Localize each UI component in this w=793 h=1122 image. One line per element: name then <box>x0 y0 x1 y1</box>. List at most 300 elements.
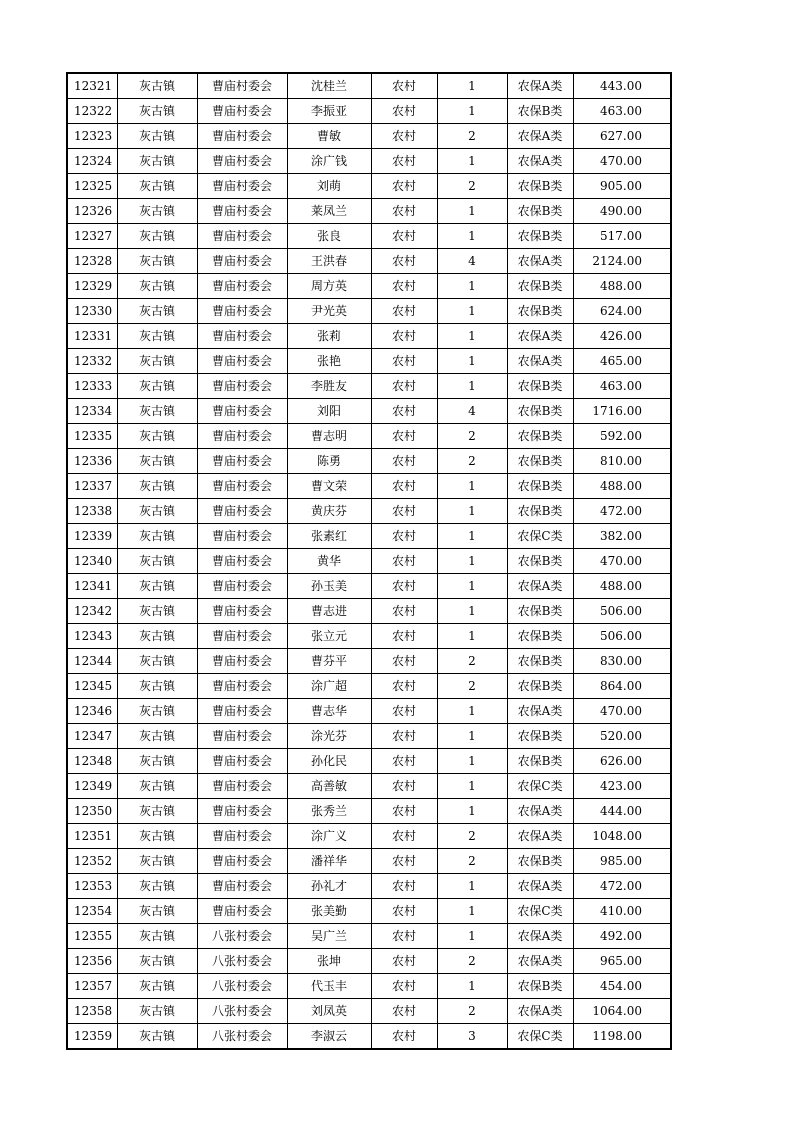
name-cell: 张良 <box>287 224 371 249</box>
record-id-cell: 12355 <box>67 924 117 949</box>
household-size-cell: 1 <box>437 924 507 949</box>
table-row <box>67 699 671 724</box>
village-committee-cell: 曹庙村委会 <box>197 849 287 874</box>
table-row <box>67 599 671 624</box>
household-size-cell: 1 <box>437 874 507 899</box>
household-size-cell: 1 <box>437 99 507 124</box>
category-cell: 农保B类 <box>507 424 573 449</box>
household-size-cell: 1 <box>437 274 507 299</box>
amount-cell: 444.00 <box>573 799 671 824</box>
village-committee-cell: 曹庙村委会 <box>197 174 287 199</box>
record-id-cell: 12335 <box>67 424 117 449</box>
town-cell: 灰古镇 <box>117 724 197 749</box>
amount-cell: 520.00 <box>573 724 671 749</box>
area-type-cell: 农村 <box>371 724 437 749</box>
town-cell: 灰古镇 <box>117 1024 197 1050</box>
town-cell: 灰古镇 <box>117 949 197 974</box>
table-row <box>67 449 671 474</box>
town-cell: 灰古镇 <box>117 399 197 424</box>
name-cell: 张美勤 <box>287 899 371 924</box>
record-id-cell: 12332 <box>67 349 117 374</box>
record-id-cell: 12329 <box>67 274 117 299</box>
record-id-cell: 12341 <box>67 574 117 599</box>
record-id-cell: 12352 <box>67 849 117 874</box>
village-committee-cell: 曹庙村委会 <box>197 899 287 924</box>
amount-cell: 454.00 <box>573 974 671 999</box>
household-size-cell: 1 <box>437 199 507 224</box>
amount-cell: 382.00 <box>573 524 671 549</box>
town-cell: 灰古镇 <box>117 974 197 999</box>
amount-cell: 470.00 <box>573 149 671 174</box>
category-cell: 农保B类 <box>507 274 573 299</box>
area-type-cell: 农村 <box>371 374 437 399</box>
record-id-cell: 12353 <box>67 874 117 899</box>
town-cell: 灰古镇 <box>117 424 197 449</box>
amount-cell: 1198.00 <box>573 1024 671 1050</box>
amount-cell: 1048.00 <box>573 824 671 849</box>
name-cell: 高善敏 <box>287 774 371 799</box>
table-row <box>67 73 671 99</box>
record-id-cell: 12350 <box>67 799 117 824</box>
category-cell: 农保A类 <box>507 249 573 274</box>
town-cell: 灰古镇 <box>117 799 197 824</box>
record-id-cell: 12348 <box>67 749 117 774</box>
amount-cell: 443.00 <box>573 73 671 99</box>
village-committee-cell: 曹庙村委会 <box>197 874 287 899</box>
table-row <box>67 824 671 849</box>
village-committee-cell: 曹庙村委会 <box>197 249 287 274</box>
amount-cell: 506.00 <box>573 624 671 649</box>
records-table <box>66 72 672 1050</box>
town-cell: 灰古镇 <box>117 174 197 199</box>
table-row <box>67 249 671 274</box>
village-committee-cell: 曹庙村委会 <box>197 149 287 174</box>
name-cell: 张坤 <box>287 949 371 974</box>
name-cell: 黄华 <box>287 549 371 574</box>
town-cell: 灰古镇 <box>117 649 197 674</box>
amount-cell: 488.00 <box>573 574 671 599</box>
town-cell: 灰古镇 <box>117 374 197 399</box>
village-committee-cell: 曹庙村委会 <box>197 374 287 399</box>
household-size-cell: 1 <box>437 224 507 249</box>
area-type-cell: 农村 <box>371 899 437 924</box>
table-row <box>67 224 671 249</box>
area-type-cell: 农村 <box>371 324 437 349</box>
village-committee-cell: 曹庙村委会 <box>197 624 287 649</box>
village-committee-cell: 曹庙村委会 <box>197 699 287 724</box>
document-page <box>66 72 672 1050</box>
village-committee-cell: 八张村委会 <box>197 974 287 999</box>
table-row <box>67 549 671 574</box>
household-size-cell: 1 <box>437 349 507 374</box>
record-id-cell: 12354 <box>67 899 117 924</box>
household-size-cell: 2 <box>437 949 507 974</box>
name-cell: 张秀兰 <box>287 799 371 824</box>
area-type-cell: 农村 <box>371 224 437 249</box>
town-cell: 灰古镇 <box>117 574 197 599</box>
household-size-cell: 1 <box>437 149 507 174</box>
name-cell: 陈勇 <box>287 449 371 474</box>
category-cell: 农保B类 <box>507 499 573 524</box>
area-type-cell: 农村 <box>371 774 437 799</box>
household-size-cell: 2 <box>437 649 507 674</box>
village-committee-cell: 曹庙村委会 <box>197 824 287 849</box>
category-cell: 农保B类 <box>507 199 573 224</box>
name-cell: 刘阳 <box>287 399 371 424</box>
table-row <box>67 124 671 149</box>
village-committee-cell: 八张村委会 <box>197 1024 287 1050</box>
record-id-cell: 12344 <box>67 649 117 674</box>
amount-cell: 488.00 <box>573 474 671 499</box>
area-type-cell: 农村 <box>371 174 437 199</box>
record-id-cell: 12358 <box>67 999 117 1024</box>
record-id-cell: 12336 <box>67 449 117 474</box>
household-size-cell: 2 <box>437 824 507 849</box>
table-row <box>67 799 671 824</box>
village-committee-cell: 曹庙村委会 <box>197 324 287 349</box>
town-cell: 灰古镇 <box>117 199 197 224</box>
category-cell: 农保B类 <box>507 399 573 424</box>
table-row <box>67 324 671 349</box>
category-cell: 农保C类 <box>507 1024 573 1050</box>
name-cell: 孙礼才 <box>287 874 371 899</box>
record-id-cell: 12349 <box>67 774 117 799</box>
table-row <box>67 1024 671 1050</box>
household-size-cell: 2 <box>437 849 507 874</box>
town-cell: 灰古镇 <box>117 99 197 124</box>
name-cell: 张艳 <box>287 349 371 374</box>
area-type-cell: 农村 <box>371 199 437 224</box>
record-id-cell: 12351 <box>67 824 117 849</box>
name-cell: 曹志明 <box>287 424 371 449</box>
town-cell: 灰古镇 <box>117 349 197 374</box>
village-committee-cell: 曹庙村委会 <box>197 299 287 324</box>
record-id-cell: 12333 <box>67 374 117 399</box>
area-type-cell: 农村 <box>371 699 437 724</box>
table-row <box>67 924 671 949</box>
household-size-cell: 2 <box>437 424 507 449</box>
area-type-cell: 农村 <box>371 249 437 274</box>
village-committee-cell: 曹庙村委会 <box>197 73 287 99</box>
category-cell: 农保B类 <box>507 174 573 199</box>
table-row <box>67 849 671 874</box>
record-id-cell: 12324 <box>67 149 117 174</box>
name-cell: 刘凤英 <box>287 999 371 1024</box>
area-type-cell: 农村 <box>371 424 437 449</box>
table-row <box>67 274 671 299</box>
area-type-cell: 农村 <box>371 524 437 549</box>
category-cell: 农保B类 <box>507 724 573 749</box>
category-cell: 农保B类 <box>507 99 573 124</box>
village-committee-cell: 曹庙村委会 <box>197 724 287 749</box>
area-type-cell: 农村 <box>371 399 437 424</box>
amount-cell: 472.00 <box>573 499 671 524</box>
category-cell: 农保A类 <box>507 999 573 1024</box>
category-cell: 农保C类 <box>507 774 573 799</box>
name-cell: 涂广义 <box>287 824 371 849</box>
area-type-cell: 农村 <box>371 824 437 849</box>
amount-cell: 864.00 <box>573 674 671 699</box>
record-id-cell: 12342 <box>67 599 117 624</box>
category-cell: 农保A类 <box>507 874 573 899</box>
table-row <box>67 674 671 699</box>
town-cell: 灰古镇 <box>117 999 197 1024</box>
table-row <box>67 149 671 174</box>
town-cell: 灰古镇 <box>117 899 197 924</box>
town-cell: 灰古镇 <box>117 449 197 474</box>
household-size-cell: 2 <box>437 674 507 699</box>
name-cell: 代玉丰 <box>287 974 371 999</box>
name-cell: 孙玉美 <box>287 574 371 599</box>
record-id-cell: 12346 <box>67 699 117 724</box>
name-cell: 涂光芬 <box>287 724 371 749</box>
area-type-cell: 农村 <box>371 999 437 1024</box>
area-type-cell: 农村 <box>371 749 437 774</box>
area-type-cell: 农村 <box>371 949 437 974</box>
amount-cell: 1716.00 <box>573 399 671 424</box>
area-type-cell: 农村 <box>371 349 437 374</box>
area-type-cell: 农村 <box>371 474 437 499</box>
area-type-cell: 农村 <box>371 274 437 299</box>
record-id-cell: 12327 <box>67 224 117 249</box>
table-row <box>67 424 671 449</box>
category-cell: 农保B类 <box>507 649 573 674</box>
village-committee-cell: 曹庙村委会 <box>197 774 287 799</box>
town-cell: 灰古镇 <box>117 599 197 624</box>
category-cell: 农保B类 <box>507 624 573 649</box>
area-type-cell: 农村 <box>371 549 437 574</box>
category-cell: 农保A类 <box>507 349 573 374</box>
village-committee-cell: 曹庙村委会 <box>197 499 287 524</box>
name-cell: 沈桂兰 <box>287 73 371 99</box>
category-cell: 农保B类 <box>507 749 573 774</box>
village-committee-cell: 曹庙村委会 <box>197 399 287 424</box>
area-type-cell: 农村 <box>371 124 437 149</box>
household-size-cell: 2 <box>437 124 507 149</box>
village-committee-cell: 曹庙村委会 <box>197 199 287 224</box>
town-cell: 灰古镇 <box>117 549 197 574</box>
town-cell: 灰古镇 <box>117 849 197 874</box>
household-size-cell: 1 <box>437 974 507 999</box>
household-size-cell: 1 <box>437 899 507 924</box>
category-cell: 农保B类 <box>507 549 573 574</box>
category-cell: 农保B类 <box>507 849 573 874</box>
category-cell: 农保B类 <box>507 449 573 474</box>
household-size-cell: 2 <box>437 999 507 1024</box>
record-id-cell: 12322 <box>67 99 117 124</box>
record-id-cell: 12331 <box>67 324 117 349</box>
area-type-cell: 农村 <box>371 73 437 99</box>
amount-cell: 627.00 <box>573 124 671 149</box>
amount-cell: 506.00 <box>573 599 671 624</box>
record-id-cell: 12325 <box>67 174 117 199</box>
village-committee-cell: 曹庙村委会 <box>197 574 287 599</box>
household-size-cell: 1 <box>437 324 507 349</box>
category-cell: 农保C类 <box>507 899 573 924</box>
area-type-cell: 农村 <box>371 624 437 649</box>
area-type-cell: 农村 <box>371 1024 437 1050</box>
category-cell: 农保A类 <box>507 149 573 174</box>
amount-cell: 492.00 <box>573 924 671 949</box>
name-cell: 曹敏 <box>287 124 371 149</box>
table-row <box>67 874 671 899</box>
amount-cell: 463.00 <box>573 374 671 399</box>
household-size-cell: 1 <box>437 474 507 499</box>
town-cell: 灰古镇 <box>117 874 197 899</box>
household-size-cell: 4 <box>437 399 507 424</box>
village-committee-cell: 曹庙村委会 <box>197 524 287 549</box>
name-cell: 曹芬平 <box>287 649 371 674</box>
name-cell: 李淑云 <box>287 1024 371 1050</box>
category-cell: 农保B类 <box>507 299 573 324</box>
household-size-cell: 1 <box>437 699 507 724</box>
town-cell: 灰古镇 <box>117 924 197 949</box>
name-cell: 张立元 <box>287 624 371 649</box>
amount-cell: 490.00 <box>573 199 671 224</box>
table-row <box>67 349 671 374</box>
name-cell: 吴广兰 <box>287 924 371 949</box>
village-committee-cell: 八张村委会 <box>197 949 287 974</box>
table-body <box>67 73 671 1049</box>
village-committee-cell: 曹庙村委会 <box>197 349 287 374</box>
town-cell: 灰古镇 <box>117 499 197 524</box>
amount-cell: 463.00 <box>573 99 671 124</box>
town-cell: 灰古镇 <box>117 124 197 149</box>
area-type-cell: 农村 <box>371 449 437 474</box>
table-row <box>67 899 671 924</box>
household-size-cell: 4 <box>437 249 507 274</box>
category-cell: 农保A类 <box>507 799 573 824</box>
household-size-cell: 1 <box>437 73 507 99</box>
record-id-cell: 12345 <box>67 674 117 699</box>
record-id-cell: 12323 <box>67 124 117 149</box>
household-size-cell: 1 <box>437 724 507 749</box>
name-cell: 刘萌 <box>287 174 371 199</box>
category-cell: 农保A类 <box>507 324 573 349</box>
name-cell: 张素红 <box>287 524 371 549</box>
record-id-cell: 12343 <box>67 624 117 649</box>
village-committee-cell: 曹庙村委会 <box>197 124 287 149</box>
town-cell: 灰古镇 <box>117 524 197 549</box>
name-cell: 李振亚 <box>287 99 371 124</box>
area-type-cell: 农村 <box>371 574 437 599</box>
area-type-cell: 农村 <box>371 974 437 999</box>
category-cell: 农保B类 <box>507 599 573 624</box>
record-id-cell: 12347 <box>67 724 117 749</box>
name-cell: 曹文荣 <box>287 474 371 499</box>
amount-cell: 426.00 <box>573 324 671 349</box>
household-size-cell: 1 <box>437 374 507 399</box>
record-id-cell: 12334 <box>67 399 117 424</box>
name-cell: 涂广钱 <box>287 149 371 174</box>
table-row <box>67 199 671 224</box>
record-id-cell: 12330 <box>67 299 117 324</box>
amount-cell: 965.00 <box>573 949 671 974</box>
town-cell: 灰古镇 <box>117 699 197 724</box>
amount-cell: 592.00 <box>573 424 671 449</box>
household-size-cell: 1 <box>437 299 507 324</box>
area-type-cell: 农村 <box>371 99 437 124</box>
town-cell: 灰古镇 <box>117 224 197 249</box>
record-id-cell: 12321 <box>67 73 117 99</box>
amount-cell: 830.00 <box>573 649 671 674</box>
village-committee-cell: 曹庙村委会 <box>197 674 287 699</box>
village-committee-cell: 曹庙村委会 <box>197 799 287 824</box>
name-cell: 莱凤兰 <box>287 199 371 224</box>
category-cell: 农保B类 <box>507 674 573 699</box>
record-id-cell: 12339 <box>67 524 117 549</box>
area-type-cell: 农村 <box>371 599 437 624</box>
category-cell: 农保A类 <box>507 699 573 724</box>
record-id-cell: 12326 <box>67 199 117 224</box>
area-type-cell: 农村 <box>371 799 437 824</box>
village-committee-cell: 曹庙村委会 <box>197 549 287 574</box>
table-row <box>67 724 671 749</box>
category-cell: 农保B类 <box>507 474 573 499</box>
category-cell: 农保B类 <box>507 224 573 249</box>
area-type-cell: 农村 <box>371 674 437 699</box>
town-cell: 灰古镇 <box>117 249 197 274</box>
household-size-cell: 2 <box>437 174 507 199</box>
household-size-cell: 1 <box>437 574 507 599</box>
village-committee-cell: 曹庙村委会 <box>197 474 287 499</box>
record-id-cell: 12356 <box>67 949 117 974</box>
town-cell: 灰古镇 <box>117 749 197 774</box>
name-cell: 王洪春 <box>287 249 371 274</box>
table-row <box>67 474 671 499</box>
name-cell: 李胜友 <box>287 374 371 399</box>
village-committee-cell: 曹庙村委会 <box>197 99 287 124</box>
household-size-cell: 2 <box>437 449 507 474</box>
village-committee-cell: 八张村委会 <box>197 924 287 949</box>
name-cell: 孙化民 <box>287 749 371 774</box>
household-size-cell: 1 <box>437 549 507 574</box>
name-cell: 周方英 <box>287 274 371 299</box>
amount-cell: 905.00 <box>573 174 671 199</box>
household-size-cell: 1 <box>437 599 507 624</box>
table-row <box>67 299 671 324</box>
household-size-cell: 1 <box>437 774 507 799</box>
amount-cell: 985.00 <box>573 849 671 874</box>
category-cell: 农保A类 <box>507 124 573 149</box>
amount-cell: 810.00 <box>573 449 671 474</box>
area-type-cell: 农村 <box>371 924 437 949</box>
table-row <box>67 649 671 674</box>
amount-cell: 410.00 <box>573 899 671 924</box>
table-row <box>67 374 671 399</box>
town-cell: 灰古镇 <box>117 274 197 299</box>
amount-cell: 2124.00 <box>573 249 671 274</box>
name-cell: 涂广超 <box>287 674 371 699</box>
table-row <box>67 574 671 599</box>
table-row <box>67 99 671 124</box>
town-cell: 灰古镇 <box>117 824 197 849</box>
table-row <box>67 974 671 999</box>
name-cell: 潘祥华 <box>287 849 371 874</box>
household-size-cell: 1 <box>437 624 507 649</box>
village-committee-cell: 曹庙村委会 <box>197 749 287 774</box>
table-row <box>67 949 671 974</box>
amount-cell: 624.00 <box>573 299 671 324</box>
table-row <box>67 524 671 549</box>
table-row <box>67 499 671 524</box>
town-cell: 灰古镇 <box>117 73 197 99</box>
amount-cell: 626.00 <box>573 749 671 774</box>
record-id-cell: 12338 <box>67 499 117 524</box>
amount-cell: 423.00 <box>573 774 671 799</box>
village-committee-cell: 曹庙村委会 <box>197 424 287 449</box>
name-cell: 尹光英 <box>287 299 371 324</box>
